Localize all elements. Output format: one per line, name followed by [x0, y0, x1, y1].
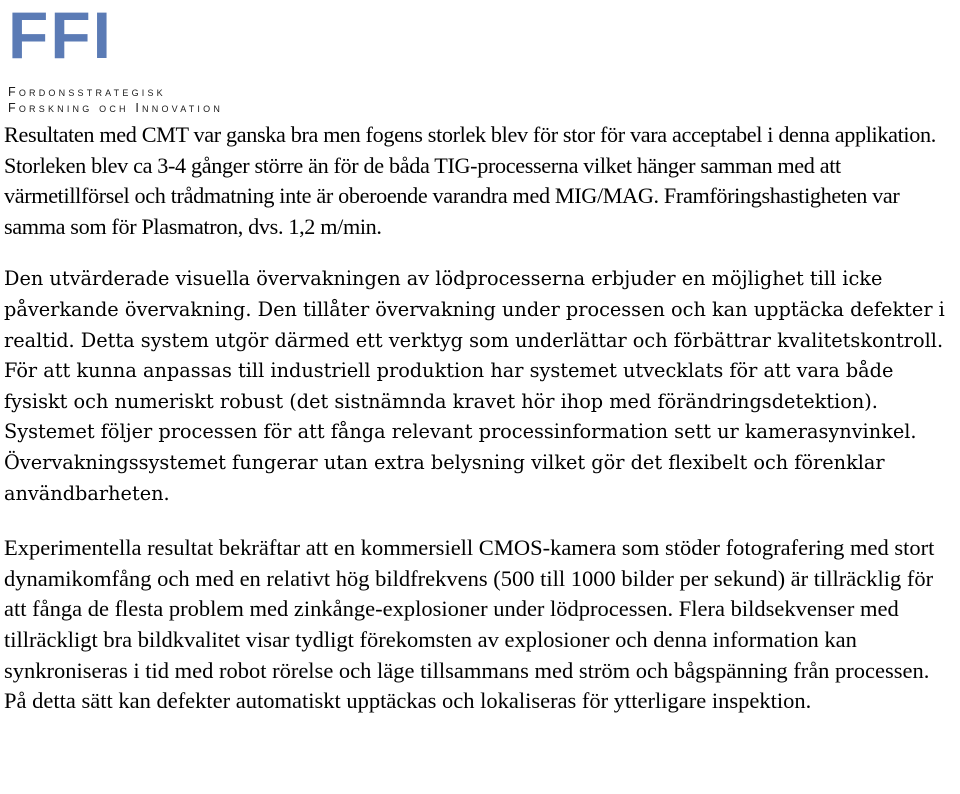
paragraph-visual-monitoring: Den utvärderade visuella övervakningen av lödprocesserna erbjuder en möjlighet till icke påverkande övervakning. Den tillåter övervakning under processen och kan upptäcka defekter i realtid. Detta system utgör därmed ett verktyg som underlättar och förbättrar kvalitetskontroll. [4, 267, 945, 352]
paragraph-cmt-results: Resultaten med CMT var ganska bra men fogens storlek blev för stor för vara acceptabel i denna applikation. Storleken blev ca 3-4 gånger större än för de båda TIG-processerna vilket hänger samman med att värmetillförsel och trådmatning inte är oberoende varandra med MIG/MAG. Framföringshastigheten var samma som för Plasmatron, dvs. 1,2 m/min. [4, 122, 936, 239]
document-body [4, 120, 956, 717]
paragraph-industrial-robustness: För att kunna anpassas till industriell produktion har systemet utvecklats för att vara både fysiskt och numeriskt robust (det sistnämnda kravet hör ihop med förändringsdetektion). Systemet följer processen för att fånga relevant processinformation sett ur kamerasynvinkel. Övervakningssystemet fungerar utan extra belysning vilket gör det flexibelt och förenklar användbarheten. [4, 359, 917, 505]
ffi-logo [6, 2, 246, 120]
paragraph-experimental-results: Experimentella resultat bekräftar att en kommersiell CMOS-kamera som stöder fotografering med stort dynamikomfång och med en relativt hög bildfrekvens (500 till 1000 bilder per sekund) är tillräcklig för att fånga de flesta problem med zinkånge-explosioner under lödprocessen. Flera bildsekvenser med tillräckligt bra bildkvalitet visar tydligt förekomsten av explosioner och denna information kan synkroniseras i tid med robot rörelse och läge tillsammans med ström och bågspänning från processen. På detta sätt kan defekter automatiskt upptäckas och lokaliseras för ytterligare inspektion. [4, 535, 935, 714]
logo-tagline-2: Forskning och Innovation [8, 101, 224, 115]
logo-tagline-1: Fordonsstrategisk [8, 85, 166, 99]
logo-mark: FFI [8, 0, 113, 72]
